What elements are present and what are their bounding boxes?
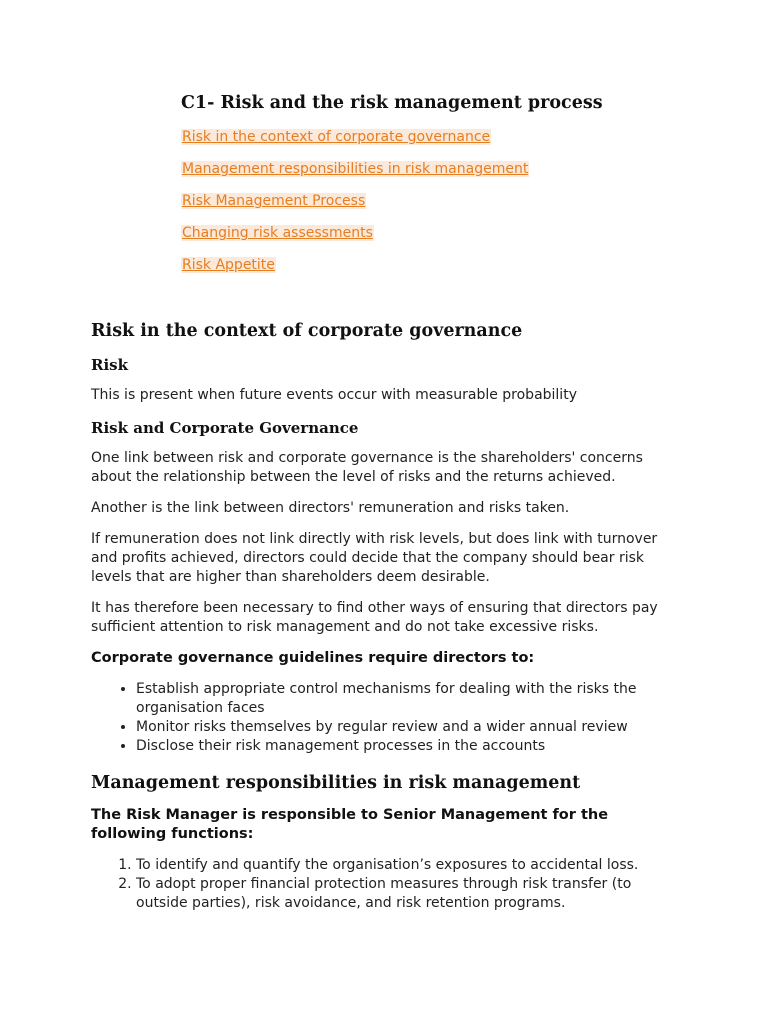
- paragraph-remuneration-risk: If remuneration does not link directly with risk levels, but does link with turnover and profits achieved, directors could decide that the company should bear risk levels that are higher than shareholders deem desirable.: [91, 531, 658, 585]
- paragraph-shareholder-concerns: One link between risk and corporate governance is the shareholders' concerns about the relationship between the level of risks and the returns achieved.: [91, 450, 643, 485]
- paragraph-remuneration-link: Another is the link between directors' remuneration and risks taken.: [91, 500, 570, 516]
- toc-link-corporate-governance[interactable]: [181, 128, 701, 146]
- list-item: • Disclose their risk management processes in the accounts: [136, 737, 676, 756]
- paragraph-other-ways: It has therefore been necessary to find other ways of ensuring that directors pay sufficient attention to risk management and do not take excessive risks.: [91, 600, 658, 635]
- list-item: 2. To adopt proper financial protection measures through risk transfer (to outside parties), risk avoidance, and risk retention programs.: [136, 875, 676, 913]
- section-heading-management-responsibilities: Management responsibilities in risk management: [91, 773, 581, 793]
- document-body: [91, 318, 676, 927]
- toc-link-label: Changing risk assessments: [182, 225, 373, 241]
- toc-link-management-responsibilities[interactable]: [181, 160, 701, 178]
- guidelines-lead: Corporate governance guidelines require directors to:: [91, 650, 535, 666]
- toc-link-label: Risk in the context of corporate governance: [182, 129, 491, 145]
- responsibilities-list: [91, 856, 676, 913]
- list-item: 1. To identify and quantify the organisation’s exposures to accidental loss.: [136, 856, 676, 875]
- guidelines-list: [91, 680, 676, 756]
- subheading-risk: Risk: [91, 356, 129, 374]
- toc-link-label: Risk Management Process: [182, 193, 366, 209]
- section-heading-corporate-governance: Risk in the context of corporate governance: [91, 321, 523, 341]
- toc-link-risk-appetite[interactable]: [181, 256, 701, 274]
- toc-link-label: Risk Appetite: [182, 257, 275, 273]
- list-item: • Monitor risks themselves by regular review and a wider annual review: [136, 718, 676, 737]
- subheading-risk-and-governance: Risk and Corporate Governance: [91, 419, 359, 437]
- table-of-contents: [181, 90, 701, 288]
- toc-link-risk-management-process[interactable]: [181, 192, 701, 210]
- document-title: C1- Risk and the risk management process: [181, 93, 603, 113]
- list-item: • Establish appropriate control mechanisms for dealing with the risks the organisation faces: [136, 680, 676, 718]
- risk-definition: This is present when future events occur with measurable probability: [91, 387, 577, 403]
- toc-link-label: Management responsibilities in risk management: [182, 161, 529, 177]
- toc-link-changing-risk-assessments[interactable]: [181, 224, 701, 242]
- risk-manager-lead: The Risk Manager is responsible to Senior Management for the following functions:: [91, 807, 609, 842]
